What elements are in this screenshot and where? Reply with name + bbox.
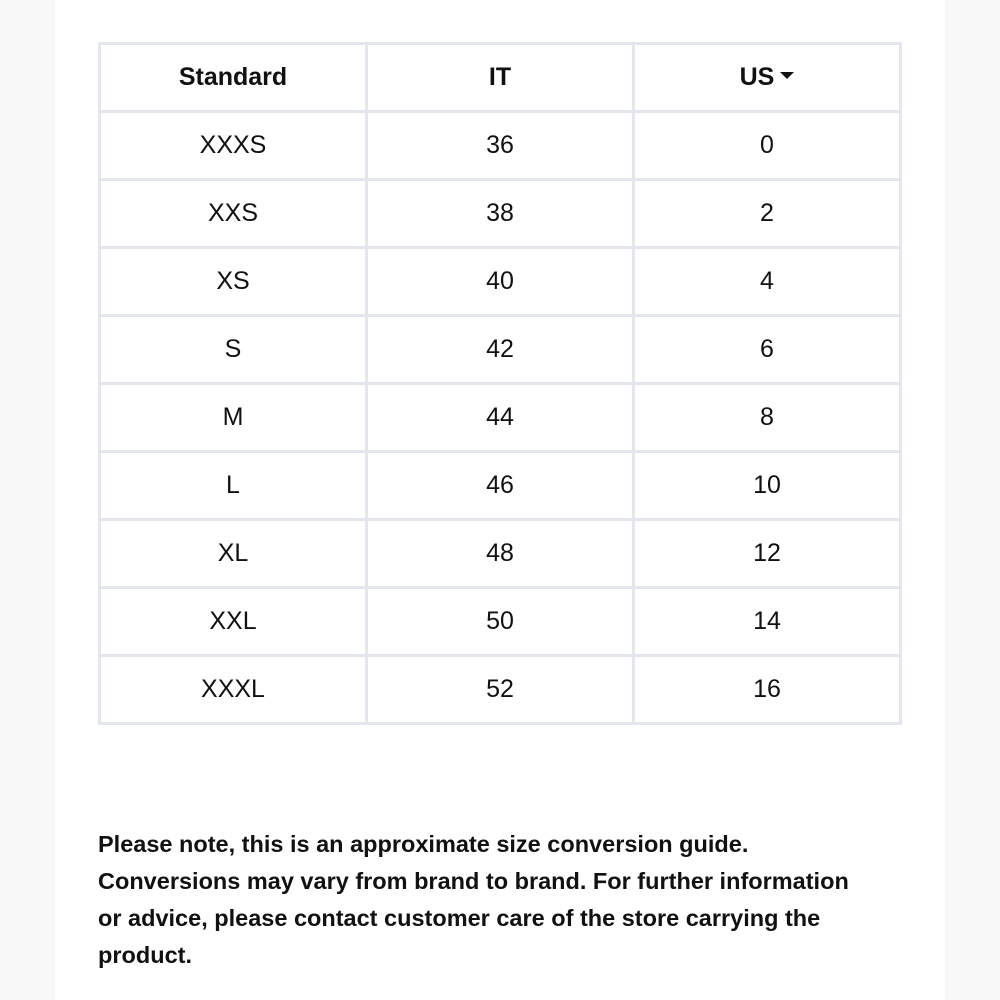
table-row — [100, 112, 901, 180]
cell-us: 16 — [634, 656, 901, 724]
note-line: or advice, please contact customer care of the store carrying the — [98, 905, 821, 931]
header-standard: Standard — [100, 44, 367, 112]
cell-it: 40 — [367, 248, 634, 316]
cell-us: 12 — [634, 520, 901, 588]
note-line: product. — [98, 942, 192, 968]
cell-standard: XXL — [100, 588, 367, 656]
cell-it: 52 — [367, 656, 634, 724]
note-line: Please note, this is an approximate size conversion guide. — [98, 831, 749, 857]
header-it: IT — [367, 44, 634, 112]
note-line: Conversions may vary from brand to brand. For further information — [98, 868, 849, 894]
size-guide-panel — [55, 0, 945, 1000]
header-us-dropdown[interactable] — [634, 44, 901, 112]
cell-it: 48 — [367, 520, 634, 588]
cell-us: 8 — [634, 384, 901, 452]
table-row — [100, 588, 901, 656]
table-row — [100, 384, 901, 452]
header-us-label: US — [739, 63, 775, 91]
cell-us: 14 — [634, 588, 901, 656]
cell-us: 10 — [634, 452, 901, 520]
table-row — [100, 656, 901, 724]
cell-standard: L — [100, 452, 367, 520]
cell-us: 0 — [634, 112, 901, 180]
cell-standard: S — [100, 316, 367, 384]
size-conversion-note — [98, 826, 918, 974]
cell-standard: XXXS — [100, 112, 367, 180]
table-header-row — [100, 44, 901, 112]
cell-it: 42 — [367, 316, 634, 384]
cell-us: 4 — [634, 248, 901, 316]
table-row — [100, 180, 901, 248]
table-row — [100, 248, 901, 316]
cell-us: 2 — [634, 180, 901, 248]
cell-it: 44 — [367, 384, 634, 452]
cell-it: 50 — [367, 588, 634, 656]
size-conversion-table — [98, 42, 902, 725]
cell-standard: M — [100, 384, 367, 452]
table-row — [100, 316, 901, 384]
cell-us: 6 — [634, 316, 901, 384]
cell-it: 36 — [367, 112, 634, 180]
cell-it: 38 — [367, 180, 634, 248]
cell-standard: XXXL — [100, 656, 367, 724]
caret-down-icon — [780, 72, 794, 79]
table-row — [100, 520, 901, 588]
cell-standard: XL — [100, 520, 367, 588]
cell-standard: XXS — [100, 180, 367, 248]
table-row — [100, 452, 901, 520]
cell-it: 46 — [367, 452, 634, 520]
cell-standard: XS — [100, 248, 367, 316]
